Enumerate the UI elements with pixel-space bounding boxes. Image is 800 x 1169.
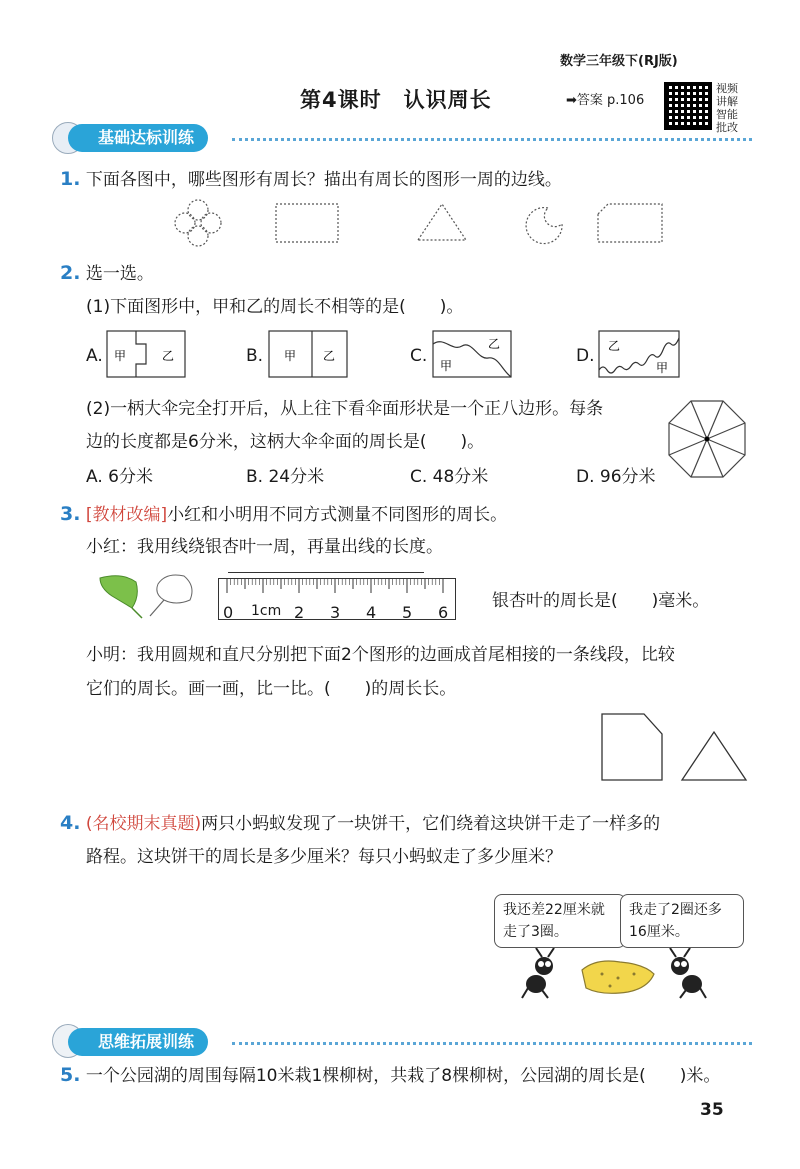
question-4 (60, 812, 660, 835)
ruler-label: 1cm (251, 603, 282, 619)
ruler-label: 4 (366, 603, 377, 622)
answer-ref: ➡答案 p.106 (566, 93, 645, 108)
ginkgo-leaf-icon (92, 572, 210, 620)
ants-biscuit-illustration (516, 948, 716, 1000)
q2-part2-line2: 边的长度都是6分米，这柄大伞伞面的周长是( )。 (86, 432, 485, 452)
ruler-label: 0 (223, 603, 234, 622)
question-1 (60, 168, 562, 191)
question-text: 小红和小明用不同方式测量不同图形的周长。 (167, 505, 508, 525)
option-a-label: A. (86, 346, 103, 366)
yi-label: 乙 (162, 349, 175, 363)
page-title: 第4课时 认识周长 (300, 88, 492, 112)
qr-code-icon[interactable] (664, 82, 712, 130)
ruler-label: 2 (294, 603, 305, 622)
question-text: 下面各图中，哪些图形有周长？描出有周长的图形一周的边线。 (85, 170, 562, 190)
question-number: 4. (60, 812, 81, 834)
clover-shape (175, 200, 221, 246)
speech-bubble-1: 我还差22厘米就走了3圈。 (494, 894, 626, 948)
option-d-figure[interactable] (598, 330, 680, 378)
ruler (218, 578, 456, 620)
octagon-umbrella (666, 398, 748, 480)
yi-label: 乙 (323, 349, 336, 363)
section-extend-banner: 思维拓展训练 (68, 1028, 208, 1056)
question-text: 选一选。 (85, 264, 154, 284)
pentagon-shape (602, 714, 662, 780)
jia-label: 甲 (284, 349, 297, 363)
question-number: 2. (60, 262, 81, 284)
question-number: 1. (60, 168, 81, 190)
yi-label: 乙 (488, 337, 501, 351)
question-2 (60, 262, 154, 285)
ruler-ticks (219, 579, 455, 601)
option-d-label: D. (576, 346, 595, 366)
ruler-label: 6 (438, 603, 449, 622)
question-tag: (名校期末真题) (85, 814, 202, 834)
question-number: 5. (60, 1064, 81, 1086)
question-4-line2: 路程。这块饼干的周长是多少厘米？每只小蚂蚁走了多少厘米？ (86, 847, 562, 867)
xiaohong-text: 小红：我用线绕银杏叶一周，再量出线的长度。 (86, 537, 443, 557)
page-number: 35 (700, 1100, 724, 1120)
question-text: 两只小蚂蚁发现了一块饼干，它们绕着这块饼干走了一样多的 (201, 814, 661, 834)
question-5 (60, 1064, 720, 1087)
q3-compare-shapes (598, 710, 750, 784)
ruler-label: 3 (330, 603, 341, 622)
q2-part2-line1: (2)一柄大伞完全打开后，从上往下看伞面形状是一个正八边形。每条 (86, 399, 604, 419)
option-b-label: B. (246, 346, 264, 366)
triangle-shape (682, 732, 746, 780)
ant-icon (522, 948, 554, 998)
q1-shapes (160, 196, 680, 252)
book-series: 数学三年级下(RJ版) (560, 54, 678, 69)
ant-icon (670, 948, 706, 998)
biscuit-icon (582, 961, 654, 993)
jia-label: 甲 (440, 359, 453, 373)
qr-caption: 视频讲解 智能批改 (716, 82, 738, 134)
speech-bubble-2: 我走了2圈还多16厘米。 (620, 894, 744, 948)
question-tag: [教材改编] (85, 505, 168, 525)
q2-p2-option-b[interactable]: B. 24分米 (246, 467, 325, 487)
q2-p2-option-a[interactable]: A. 6分米 (86, 467, 153, 487)
xiaoming-line1: 小明：我用圆规和直尺分别把下面2个图形的边画成首尾相接的一条线段，比较 (86, 645, 675, 665)
pentagon-shape (598, 204, 662, 242)
section-divider (232, 1042, 752, 1045)
q2-p2-option-c[interactable]: C. 48分米 (410, 467, 489, 487)
question-3 (60, 503, 507, 526)
rectangle-shape (276, 204, 338, 242)
option-c-label: C. (410, 346, 428, 366)
ginkgo-answer: 银杏叶的周长是( )毫米。 (492, 591, 710, 611)
xiaoming-line2: 它们的周长。画一画，比一比。( )的周长长。 (86, 679, 457, 699)
triangle-shape (418, 204, 466, 240)
option-c-figure[interactable] (432, 330, 512, 378)
question-number: 3. (60, 503, 81, 525)
string-line (228, 572, 424, 573)
question-text: 一个公园湖的周围每隔10米栽1棵柳树，共栽了8棵柳树，公园湖的周长是( )米。 (85, 1066, 721, 1086)
yi-label: 乙 (608, 339, 621, 353)
option-b-figure[interactable] (268, 330, 348, 378)
notched-circle-shape (526, 208, 562, 244)
jia-label: 甲 (114, 349, 127, 363)
jia-label: 甲 (656, 361, 669, 375)
ruler-label: 5 (402, 603, 413, 622)
option-a-figure[interactable] (106, 330, 186, 378)
q2-part1: (1)下面图形中，甲和乙的周长不相等的是( )。 (86, 297, 464, 317)
q2-p2-option-d[interactable]: D. 96分米 (576, 467, 656, 487)
section-divider (232, 138, 752, 141)
section-basic-banner: 基础达标训练 (68, 124, 208, 152)
